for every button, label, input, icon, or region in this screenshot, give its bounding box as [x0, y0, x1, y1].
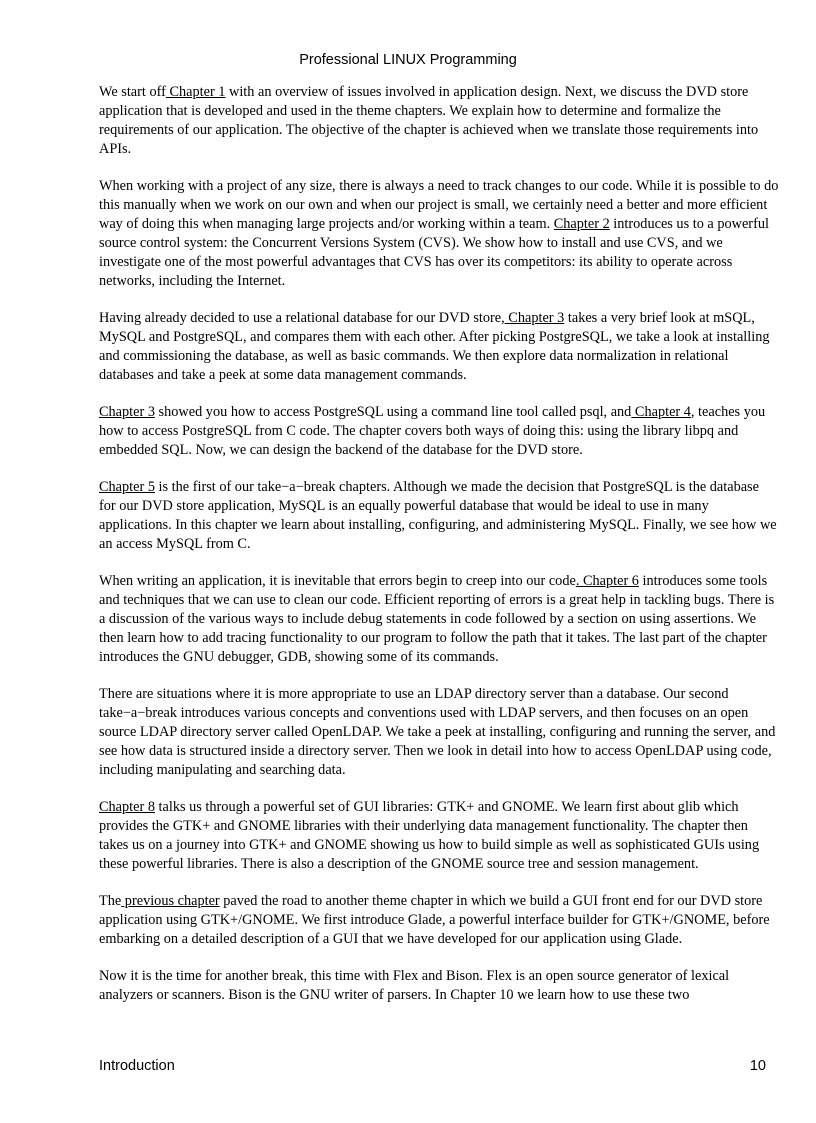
paragraph-text: We start off [99, 84, 166, 100]
chapter-link[interactable]: . Chapter 6 [575, 573, 639, 589]
paragraph-text: When working with a project of any size, there is always a need to track changes to our code. While it is possible to do this manually when we work on our own and when our project is small, we certainly need a better and more efficient way of doing this when managing large projects and/or working within a team. [99, 178, 779, 232]
chapter-link[interactable]: Chapter 1 [165, 84, 226, 100]
chapter-link[interactable]: Chapter 3 [99, 404, 155, 420]
page-number: 10 [749, 1058, 766, 1074]
paragraph-text: showed you how to access PostgreSQL using a command line tool called psql, and [154, 404, 632, 420]
paragraph-text: talks us through a powerful set of GUI libraries: GTK+ and GNOME. We learn first about glib which provides the GTK+ and GNOME libraries with their underlying data management functionality. The chapter then takes us on a journey into GTK+ and GNOME showing us how to build simple as well as sophisticated GUIs using these powerful libraries. There is also a description of the GNOME source tree and session management. [99, 799, 760, 872]
paragraph [99, 83, 779, 159]
paragraph-text: Having already decided to use a relational database for our DVD store [99, 310, 502, 326]
paragraph [99, 685, 779, 780]
paragraph-text: introduces us to a powerful source control system: the Concurrent Versions System (CVS). We show how to install and use CVS, and we investigate one of the most powerful advantages that CVS has over its competitors: its ability to operate across networks, including the Internet. [99, 216, 769, 289]
footer-section-title: Introduction [99, 1058, 175, 1074]
paragraph [99, 478, 779, 554]
paragraph [99, 967, 779, 1005]
paragraph [99, 572, 779, 667]
chapter-link[interactable]: previous chapter [121, 893, 220, 909]
paragraph [99, 177, 779, 291]
paragraph-text: Now it is the time for another break, this time with Flex and Bison. Flex is an open source generator of lexical analyzers or scanners. Bison is the GNU writer of parsers. In Chapter 10 we learn how to use these two [99, 968, 730, 1003]
paragraph [99, 892, 779, 949]
paragraph-text: When writing an application, it is inevitable that errors begin to creep into our code [99, 573, 576, 589]
paragraph-text: takes a very brief look at mSQL, MySQL and PostgreSQL, and compares them with each other. After picking PostgreSQL, we take a look at installing and commissioning the database, as well as basic commands. We then explore data normalization in relational databases and take a peek at some data management commands. [99, 310, 770, 383]
chapter-link[interactable]: Chapter 4 [631, 404, 691, 420]
paragraph-text: with an overview of issues involved in application design. Next, we discuss the DVD store application that is developed and used in the theme chapters. We explain how to determine and formalize the requirements of our application. The objective of the chapter is achieved when we translate those requirements into APIs. [99, 84, 759, 157]
paragraph-text: is the first of our take−a−break chapters. Although we made the decision that PostgreSQL is the database for our DVD store application, MySQL is an equally powerful database that would be ideal to use in many applications. In this chapter we learn about installing, configuring, and administering MySQL. Finally, we see how we an access MySQL from C. [99, 479, 777, 552]
page-header-title: Professional LINUX Programming [299, 52, 517, 68]
chapter-link[interactable]: , Chapter 3 [501, 310, 565, 326]
paragraph-text: , teaches you how to access PostgreSQL from C code. The chapter covers both ways of doing this: using the library libpq and embedded SQL. Now, we can design the backend of the database for the DVD store. [99, 404, 766, 458]
paragraph [99, 798, 779, 874]
page-body [99, 83, 779, 1023]
chapter-link[interactable]: Chapter 5 [99, 479, 155, 495]
paragraph [99, 403, 779, 460]
chapter-link[interactable]: Chapter 2 [553, 216, 610, 232]
paragraph-text: The [99, 893, 122, 909]
paragraph-text: introduces some tools and techniques that we can use to clean our code. Efficient reporting of errors is a great help in tackling bugs. There is a discussion of the various ways to include debug statements in code followed by a section on using assertions. We then learn how to add tracing functionality to our program to follow the path that it takes. The last part of the chapter introduces the GNU debugger, GDB, showing some of its commands. [99, 573, 775, 665]
paragraph [99, 309, 779, 385]
chapter-link[interactable]: Chapter 8 [99, 799, 155, 815]
paragraph-text: There are situations where it is more appropriate to use an LDAP directory server than a database. Our second take−a−break introduces various concepts and conventions used with LDAP servers, and then focuses on an open source LDAP directory server called OpenLDAP. We take a peek at installing, configuring and running the server, and see how data is structured inside a directory server. Then we look in detail into how to access OpenLDAP using code, including manipulating and searching data. [99, 686, 776, 778]
paragraph-text: paved the road to another theme chapter in which we build a GUI front end for our DVD store application using GTK+/GNOME. We first introduce Glade, a powerful interface builder for GTK+/GNOME, before embarking on a detailed description of a GUI that we have developed for our application using Glade. [99, 893, 770, 947]
